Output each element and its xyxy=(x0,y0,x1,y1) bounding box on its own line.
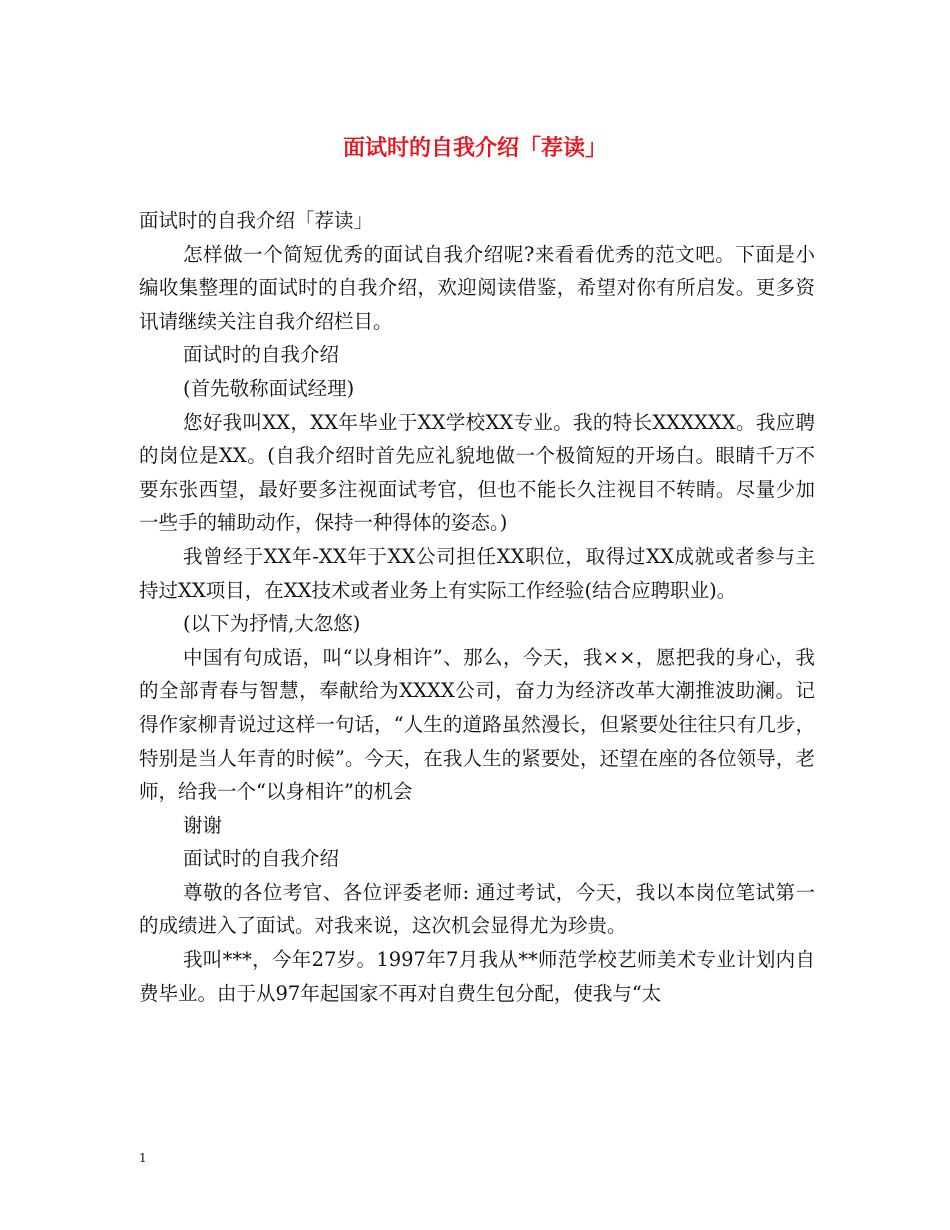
paragraph-idiom: 中国有句成语，叫“以身相许”、那么，今天，我××，愿把我的身心，我的全部青春与智慧，奉献给为XXXX公司，奋力为经济改革大潮推波助澜。记得作家柳青说过这样一句话，“人生的道路虽然漫长，但紧要处往往只有几步，特别是当人年青的时候”。今天，在我人生的紧要处，还望在座的各位领导，老师，给我一个“以身相许”的机会 xyxy=(139,645,815,804)
paragraph-background: 我叫***，今年27岁。1997年7月我从**师范学校艺师美术专业计划内自费毕业。由于从97年起国家不再对自费生包分配，使我与“太 xyxy=(139,948,815,1005)
paragraph-thanks: 谢谢 xyxy=(183,813,223,837)
document-title: 面试时的自我介绍「荐读」 xyxy=(342,135,607,161)
paragraph-note-greeting: (首先敬称面试经理) xyxy=(183,376,355,400)
paragraph-experience: 我曾经于XX年-XX年于XX公司担任XX职位，取得过XX成就或者参与主持过XX项目，在XX技术或者业务上有实际工作经验(结合应聘职业)。 xyxy=(139,544,815,602)
paragraph-note-lyric: (以下为抒情,大忽悠) xyxy=(183,612,361,636)
document-body xyxy=(139,204,815,1010)
paragraph-subheading-2: 面试时的自我介绍 xyxy=(183,847,340,871)
paragraph-address: 尊敬的各位考官、各位评委老师: 通过考试，今天，我以本岗位笔试第一的成绩进入了面试。对我来说，这次机会显得尤为珍贵。 xyxy=(139,880,815,938)
paragraph-self-intro: 您好我叫XX，XX年毕业于XX学校XX专业。我的特长XXXXXX。我应聘的岗位是XX。(自我介绍时首先应礼貌地做一个极简短的开场白。眼睛千万不要东张西望，最好要多注视面试考官，但也不能长久注视目不转睛。尽量少加一些手的辅助动作，保持一种得体的姿态。) xyxy=(139,410,815,535)
paragraph-subheading-1: 面试时的自我介绍 xyxy=(183,343,340,367)
paragraph-heading: 面试时的自我介绍「荐读」 xyxy=(139,209,374,232)
page-number: 1 xyxy=(139,1151,147,1165)
paragraph-intro: 怎样做一个简短优秀的面试自我介绍呢?来看看优秀的范文吧。下面是小编收集整理的面试时的自我介绍，欢迎阅读借鉴，希望对你有所启发。更多资讯请继续关注自我介绍栏目。 xyxy=(139,242,815,333)
